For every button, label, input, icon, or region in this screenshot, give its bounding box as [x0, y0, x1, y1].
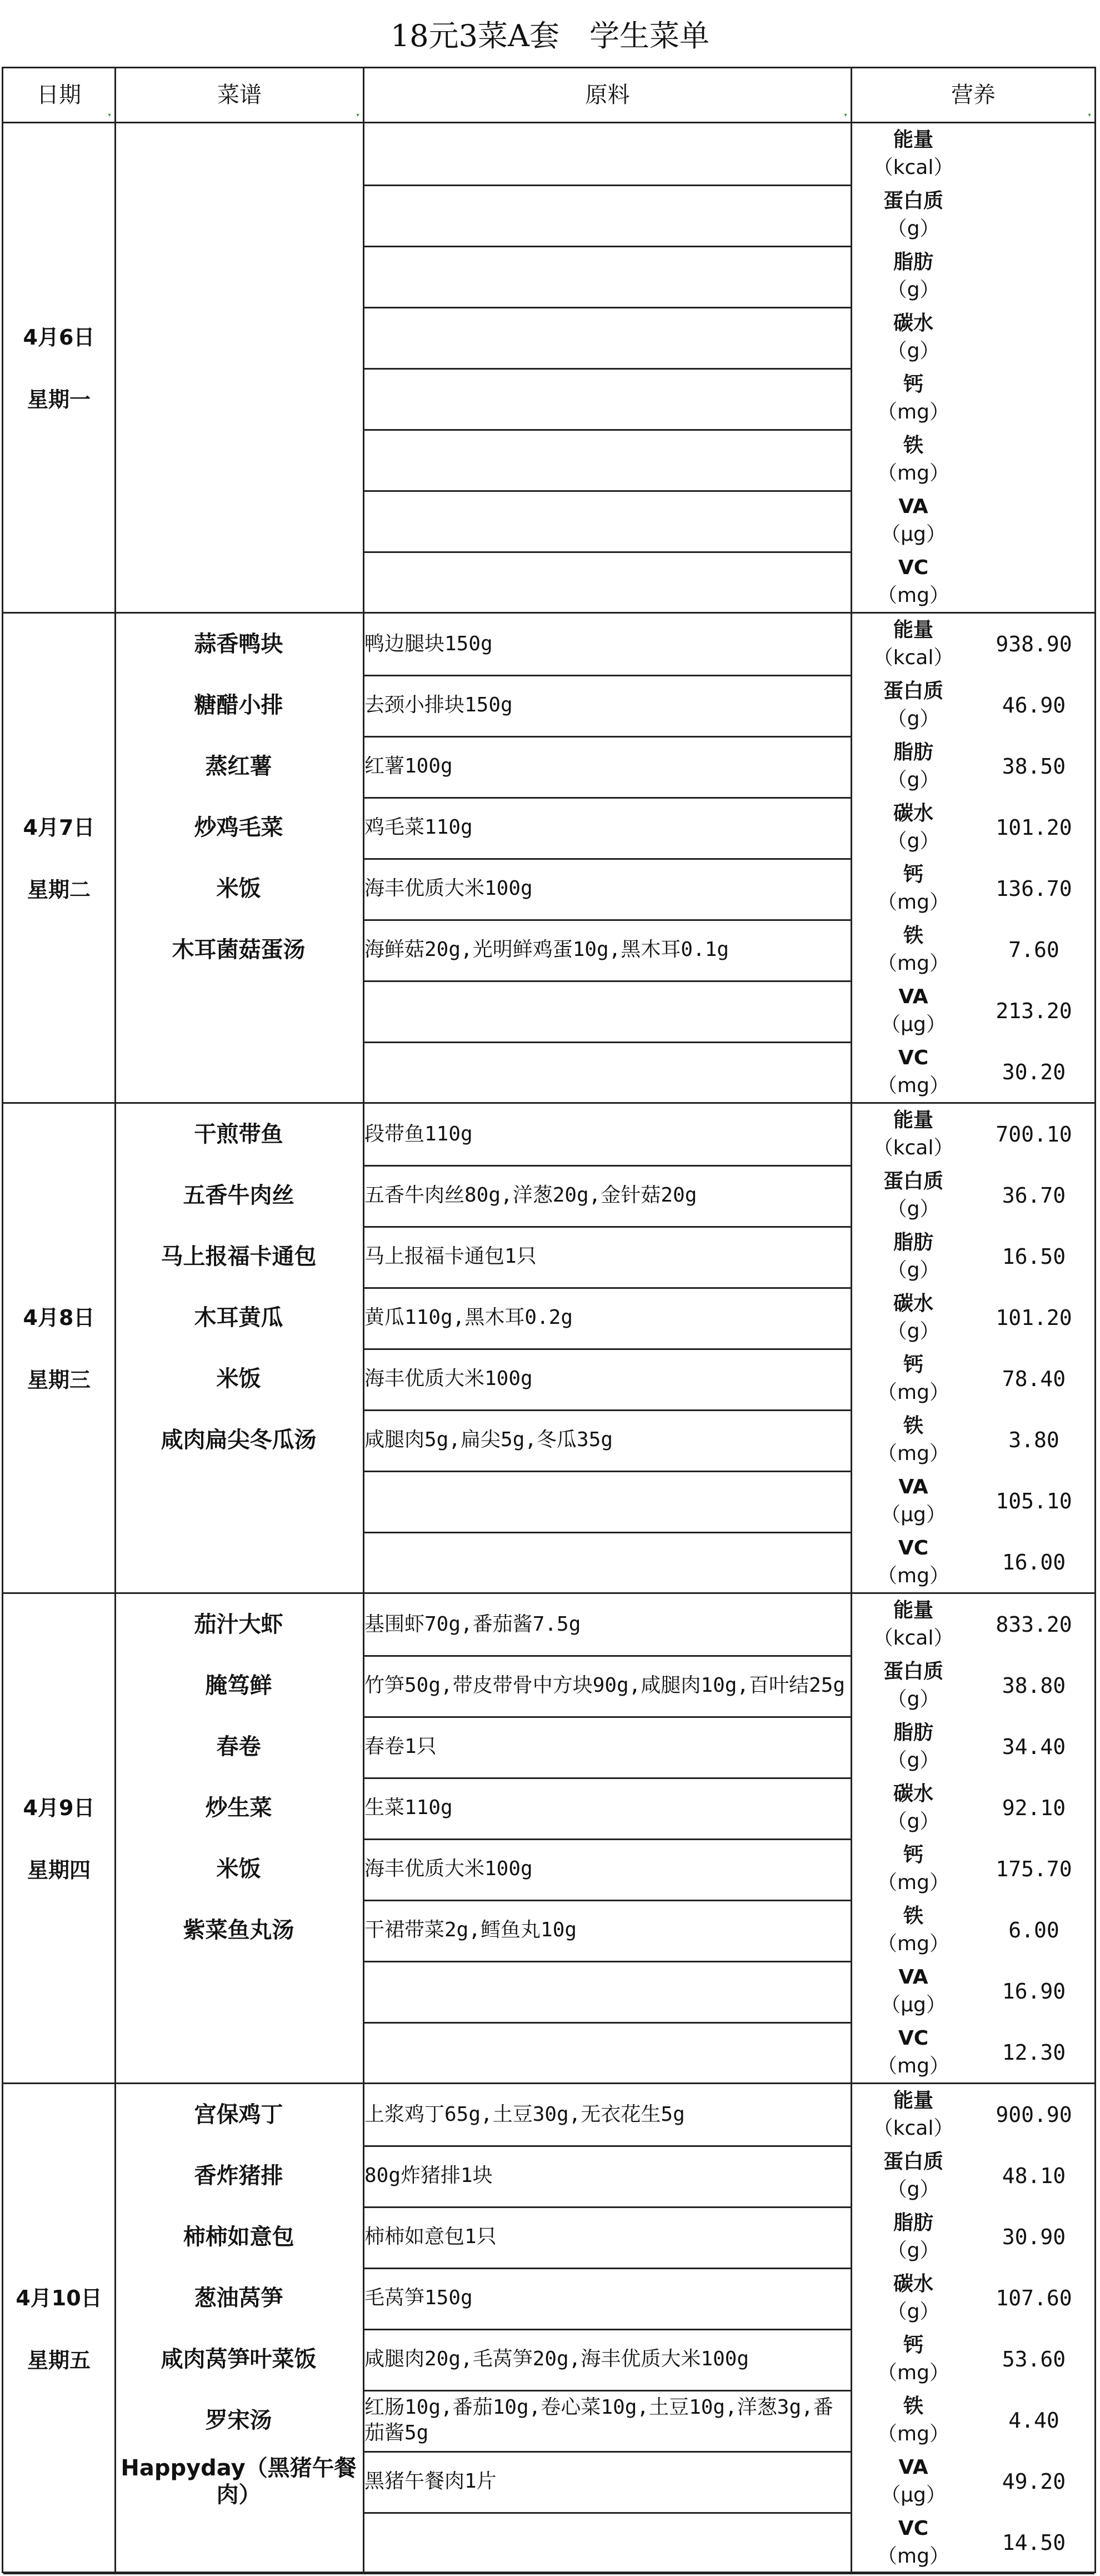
nutrient-value: 78.40: [1002, 1367, 1066, 1391]
nutrient-value: 7.60: [1008, 938, 1059, 962]
dish-name: [116, 2512, 361, 2573]
nutrient-unit: （mg）: [877, 2545, 949, 2568]
nutrient-unit: （g）: [887, 2239, 940, 2262]
nutrient-value: 6.00: [1008, 1918, 1059, 1942]
dish-name: 木耳黄瓜: [194, 1305, 283, 1331]
ingredient-cell: [364, 1042, 848, 1103]
nutrient-name: 能量: [893, 619, 933, 641]
nutrient-name: 铁: [903, 924, 923, 947]
nutrient-value: 16.90: [1002, 1979, 1066, 2004]
ingredient-cell: 竹笋50g,带皮带骨中方块90g,咸腿肉10g,百叶结25g: [364, 1674, 846, 1697]
nutrient-label: [852, 1107, 974, 1162]
dish-name: Happyday（黑猪午餐肉）: [121, 2455, 357, 2508]
dish-name: 咸肉莴笋叶菜饭: [161, 2346, 317, 2372]
nutrient-name: 蛋白质: [883, 2150, 943, 2173]
ingredient-cell: 春卷1只: [364, 1735, 437, 1758]
day-block: [3, 614, 1094, 1104]
nutrient-name: VA: [898, 2456, 928, 2479]
nutrient-value: 107.60: [996, 2286, 1072, 2310]
nutrient-unit: （g）: [887, 707, 940, 730]
ingredient-cell: [364, 1532, 848, 1593]
nutrient-name: VA: [898, 495, 928, 518]
dish-name: [116, 123, 361, 185]
nutrient-name: 能量: [893, 1109, 933, 1132]
column-divider: [363, 68, 364, 2572]
day-block: [3, 123, 1094, 614]
nutrient-value: 101.20: [996, 815, 1072, 840]
dish-name: 春卷: [216, 1734, 261, 1760]
dish-name: 蒜香鸭块: [194, 631, 283, 657]
header-ingredients[interactable]: [364, 68, 851, 122]
day-block: [3, 1594, 1094, 2084]
nutrient-name: VC: [898, 2517, 929, 2540]
nutrient-value: 30.90: [1002, 2225, 1066, 2249]
nutrient-unit: （g）: [887, 278, 940, 301]
nutrient-unit: （g）: [887, 1259, 940, 1282]
filter-dropdown-icon[interactable]: ▾: [844, 112, 847, 118]
nutrient-value: 36.70: [1002, 1183, 1066, 1208]
nutrient-value: 213.20: [996, 999, 1072, 1023]
filter-dropdown-icon[interactable]: ▾: [108, 112, 111, 118]
nutrient-unit: （mg）: [877, 2055, 949, 2077]
ingredient-cell: 基围虾70g,番茄酱7.5g: [364, 1613, 581, 1636]
nutrient-name: VC: [898, 2027, 929, 2050]
nutrient-label: [852, 616, 974, 672]
nutrient-name: 蛋白质: [883, 1170, 943, 1193]
dish-name: 香炸猪排: [194, 2163, 283, 2189]
nutrient-label: [852, 2148, 974, 2204]
ingredient-cell: 黄瓜110g,黑木耳0.2g: [364, 1306, 573, 1329]
dish-name: [116, 980, 361, 1042]
nutrient-label: [852, 983, 974, 1039]
nutrient-label: [852, 493, 974, 549]
nutrient-value: 105.10: [996, 1489, 1072, 1513]
nutrient-label: [852, 1351, 974, 1407]
ingredient-cell: 红薯100g: [364, 755, 453, 778]
table-header: [3, 68, 1094, 123]
dish-name: 茄汁大虾: [194, 1612, 283, 1637]
dish-name: 五香牛肉丝: [183, 1183, 294, 1208]
dish-name: 木耳菌菇蛋汤: [172, 937, 306, 963]
nutrient-value: 53.60: [1002, 2347, 1066, 2371]
ingredient-cell: 咸腿肉5g,扁尖5g,冬瓜35g: [364, 1428, 613, 1451]
nutrient-value: 900.90: [996, 2102, 1072, 2127]
ingredient-cell: 上浆鸡丁65g,土豆30g,无衣花生5g: [364, 2103, 685, 2126]
nutrient-unit: （μg）: [881, 1503, 946, 1526]
header-ingredients-label: 原料: [585, 82, 630, 108]
nutrient-label: [852, 1780, 974, 1836]
nutrient-name: 钙: [903, 373, 923, 396]
nutrient-unit: （kcal）: [873, 2117, 954, 2140]
nutrient-name: 碳水: [893, 312, 933, 335]
nutrient-name: 碳水: [893, 2273, 933, 2295]
header-dish-label: 菜谱: [217, 82, 262, 108]
day-weekday: 星期一: [27, 387, 91, 412]
ingredient-cell: 海丰优质大米100g: [364, 877, 533, 900]
page-title: 18元3菜A套 学生菜单: [390, 18, 710, 53]
nutrient-name: 能量: [893, 128, 933, 151]
nutrient-unit: （μg）: [881, 2484, 946, 2507]
nutrient-name: VA: [898, 985, 928, 1008]
nutrient-label: [852, 1229, 974, 1284]
nutrient-value: 938.90: [996, 632, 1072, 656]
nutrient-label: [852, 1902, 974, 1958]
nutrient-unit: （g）: [887, 830, 940, 853]
dish-name: [116, 490, 361, 551]
nutrient-value: 38.50: [1002, 754, 1066, 779]
nutrient-name: 钙: [903, 2334, 923, 2356]
ingredient-cell: 干裙带菜2g,鳕鱼丸10g: [364, 1919, 577, 1941]
dish-name: [116, 1471, 361, 1532]
nutrient-label: [852, 861, 974, 916]
nutrient-value: 833.20: [996, 1612, 1072, 1637]
dish-name: 干煎带鱼: [194, 1122, 283, 1147]
dish-name: 紫菜鱼丸汤: [183, 1917, 294, 1943]
nutrient-value: 16.00: [1002, 1550, 1066, 1575]
nutrient-name: 铁: [903, 2395, 923, 2418]
nutrient-value: 34.40: [1002, 1735, 1066, 1759]
dish-name: 马上报福卡通包: [161, 1244, 317, 1269]
nutrient-unit: （g）: [887, 1198, 940, 1220]
ingredient-cell: [364, 246, 848, 307]
nutrient-name: 铁: [903, 1414, 923, 1437]
day-weekday: 星期五: [27, 2348, 91, 2373]
ingredient-cell: 80g炸猪排1块: [364, 2164, 493, 2187]
header-nutrition-label: 营养: [951, 82, 996, 108]
nutrient-unit: （mg）: [877, 2423, 949, 2445]
nutrient-value: 46.90: [1002, 693, 1066, 718]
ingredient-cell: [364, 2022, 848, 2083]
dish-name: [116, 429, 361, 490]
nutrient-unit: （g）: [887, 2300, 940, 2323]
nutrient-value: 16.50: [1002, 1244, 1066, 1269]
ingredient-cell: 海鲜菇20g,光明鲜鸡蛋10g,黑木耳0.1g: [364, 938, 729, 961]
dish-name: [116, 551, 361, 612]
nutrient-label: [852, 677, 974, 733]
dish-name: 柿柿如意包: [183, 2224, 294, 2250]
nutrient-label: [852, 1964, 974, 2019]
ingredient-cell: 海丰优质大米100g: [364, 1367, 533, 1390]
nutrient-unit: （g）: [887, 1749, 940, 1772]
nutrient-name: 蛋白质: [883, 1660, 943, 1683]
nutrient-unit: （mg）: [877, 584, 949, 607]
ingredient-cell: 海丰优质大米100g: [364, 1857, 533, 1880]
day-weekday: 星期四: [27, 1858, 91, 1882]
dish-name: [116, 1532, 361, 1593]
nutrient-name: 脂肪: [893, 2211, 933, 2234]
day-weekday: 星期二: [27, 878, 91, 902]
ingredient-cell: [364, 429, 848, 490]
dish-name: 炒生菜: [205, 1795, 272, 1821]
day-date: 4月9日: [23, 1796, 95, 1820]
day-block: [3, 2084, 1094, 2574]
dish-name: [116, 1961, 361, 2022]
nutrient-label: [852, 1534, 974, 1590]
ingredient-cell: 鸭边腿块150g: [364, 632, 493, 655]
nutrient-name: 铁: [903, 1905, 923, 1927]
nutrient-label: [852, 1168, 974, 1223]
ingredient-cell: 去颈小排块150g: [364, 694, 513, 716]
nutrient-label: [852, 310, 974, 365]
nutrient-unit: （mg）: [877, 1932, 949, 1955]
dish-name: 米饭: [216, 1366, 261, 1392]
nutrient-unit: （kcal）: [873, 1627, 954, 1650]
nutrient-label: [852, 1841, 974, 1897]
nutrient-unit: （mg）: [877, 1381, 949, 1404]
nutrient-label: [852, 187, 974, 243]
nutrient-value: 92.10: [1002, 1796, 1066, 1820]
nutrient-unit: （mg）: [877, 1871, 949, 1894]
column-divider: [114, 68, 116, 2572]
ingredient-cell: [364, 307, 848, 368]
nutrient-value: 48.10: [1002, 2164, 1066, 2188]
nutrient-value: 101.20: [996, 1306, 1072, 1330]
nutrient-value: 136.70: [996, 876, 1072, 901]
nutrient-name: 钙: [903, 1843, 923, 1866]
filter-dropdown-icon[interactable]: ▾: [1088, 112, 1091, 118]
nutrient-unit: （mg）: [877, 891, 949, 914]
nutrient-unit: （mg）: [877, 462, 949, 485]
day-weekday: 星期三: [27, 1368, 91, 1392]
nutrient-name: 脂肪: [893, 741, 933, 764]
day-date: 4月10日: [16, 2286, 102, 2310]
nutrient-name: 能量: [893, 1599, 933, 1622]
ingredient-cell: 五香牛肉丝80g,洋葱20g,金针菇20g: [364, 1184, 697, 1207]
ingredient-cell: 咸腿肉20g,毛莴笋20g,海丰优质大米100g: [364, 2348, 749, 2370]
nutrient-label: [852, 1412, 974, 1468]
dish-name: 罗宋汤: [205, 2408, 272, 2433]
ingredient-cell: 段带鱼110g: [364, 1123, 473, 1145]
nutrient-unit: （g）: [887, 1810, 940, 1833]
nutrient-label: [852, 2025, 974, 2080]
ingredient-cell: 柿柿如意包1只: [364, 2225, 497, 2248]
ingredient-cell: 毛莴笋150g: [364, 2286, 473, 2309]
nutrient-label: [852, 1044, 974, 1100]
day-date: 4月6日: [23, 325, 95, 350]
dish-name: 咸肉扁尖冬瓜汤: [161, 1427, 317, 1453]
nutrient-name: VC: [898, 1047, 929, 1069]
dish-name: [116, 1042, 361, 1103]
nutrient-unit: （μg）: [881, 523, 946, 546]
nutrient-name: 蛋白质: [883, 680, 943, 702]
nutrient-name: 钙: [903, 1353, 923, 1376]
nutrient-label: [852, 2209, 974, 2265]
nutrient-label: [852, 2331, 974, 2387]
ingredient-cell: [364, 368, 848, 429]
nutrient-unit: （kcal）: [873, 1137, 954, 1159]
header-date[interactable]: [3, 68, 114, 122]
dish-name: 腌笃鲜: [205, 1673, 272, 1698]
nutrient-unit: （g）: [887, 2178, 940, 2201]
ingredient-cell: 马上报福卡通包1只: [364, 1245, 537, 1268]
nutrient-label: [852, 371, 974, 426]
nutrient-label: [852, 2393, 974, 2448]
dish-name: 蒸红薯: [205, 754, 272, 779]
header-date-label: 日期: [37, 82, 81, 108]
nutrient-name: VA: [898, 1966, 928, 1989]
nutrient-label: [852, 248, 974, 304]
nutrient-unit: （mg）: [877, 1564, 949, 1587]
nutrient-unit: （mg）: [877, 401, 949, 423]
nutrient-unit: （μg）: [881, 1013, 946, 1036]
nutrient-value: 14.50: [1002, 2530, 1066, 2555]
nutrient-unit: （kcal）: [873, 646, 954, 669]
nutrient-name: 脂肪: [893, 251, 933, 273]
nutrient-label: [852, 800, 974, 855]
day-date: 4月8日: [23, 1306, 95, 1330]
nutrient-value: 38.80: [1002, 1673, 1066, 1698]
ingredient-cell: 黑猪午餐肉1片: [364, 2470, 497, 2493]
nutrient-label: [852, 1597, 974, 1652]
nutrient-value: 700.10: [996, 1122, 1072, 1147]
nutrient-label: [852, 1473, 974, 1529]
nutrient-name: 蛋白质: [883, 190, 943, 212]
ingredient-cell: [364, 1471, 848, 1532]
nutrient-label: [852, 2270, 974, 2326]
nutrient-name: VC: [898, 556, 929, 579]
ingredient-cell: [364, 2512, 848, 2573]
ingredient-cell: [364, 490, 848, 551]
ingredient-cell: 红肠10g,番茄10g,卷心菜10g,土豆10g,洋葱3g,番茄酱5g: [364, 2396, 833, 2444]
nutrient-value: 49.20: [1002, 2469, 1066, 2494]
dish-name: 米饭: [216, 1856, 261, 1882]
nutrient-unit: （mg）: [877, 952, 949, 975]
day-date: 4月7日: [23, 815, 95, 840]
dish-name: 宫保鸡丁: [194, 2102, 283, 2127]
ingredient-cell: [364, 1961, 848, 2022]
header-dish[interactable]: [116, 68, 363, 122]
nutrient-label: [852, 739, 974, 794]
nutrient-value: 12.30: [1002, 2040, 1066, 2065]
dish-name: [116, 368, 361, 429]
nutrient-name: 钙: [903, 863, 923, 886]
ingredient-cell: 鸡毛菜110g: [364, 816, 473, 839]
ingredient-cell: [364, 980, 848, 1042]
dish-name: 糖醋小排: [194, 692, 283, 718]
dish-name: [116, 185, 361, 246]
nutrient-label: [852, 554, 974, 610]
dish-name: [116, 2022, 361, 2083]
nutrient-unit: （g）: [887, 340, 940, 362]
nutrient-unit: （g）: [887, 1320, 940, 1343]
nutrient-name: 碳水: [893, 802, 933, 825]
nutrient-unit: （g）: [887, 217, 940, 240]
day-block: [3, 1104, 1094, 1594]
nutrient-unit: （g）: [887, 769, 940, 791]
nutrient-unit: （μg）: [881, 1994, 946, 2016]
nutrient-name: 铁: [903, 434, 923, 457]
nutrient-name: 碳水: [893, 1292, 933, 1315]
nutrient-label: [852, 126, 974, 182]
nutrient-label: [852, 2515, 974, 2570]
nutrient-name: 脂肪: [893, 1721, 933, 1744]
nutrient-unit: （mg）: [877, 1442, 949, 1465]
nutrient-unit: （mg）: [877, 2361, 949, 2384]
nutrient-name: VC: [898, 1537, 929, 1559]
dish-name: 葱油莴笋: [194, 2285, 283, 2311]
dish-name: [116, 307, 361, 368]
nutrient-value: 3.80: [1008, 1428, 1059, 1452]
nutrient-label: [852, 2087, 974, 2142]
header-nutrition[interactable]: [852, 68, 1094, 122]
nutrient-label: [852, 922, 974, 978]
nutrient-name: 脂肪: [893, 1231, 933, 1254]
nutrient-name: 碳水: [893, 1782, 933, 1805]
nutrient-value: 30.20: [1002, 1060, 1066, 1084]
filter-dropdown-icon[interactable]: ▾: [356, 112, 359, 118]
nutrient-label: [852, 1719, 974, 1775]
nutrient-name: 能量: [893, 2089, 933, 2112]
nutrient-label: [852, 1658, 974, 1713]
nutrient-label: [852, 1290, 974, 1346]
dish-name: [116, 246, 361, 307]
nutrient-unit: （mg）: [877, 1074, 949, 1097]
ingredient-cell: [364, 123, 848, 185]
ingredient-cell: [364, 185, 848, 246]
dish-name: 炒鸡毛菜: [194, 815, 283, 840]
nutrient-name: VA: [898, 1476, 928, 1498]
menu-table: [2, 67, 1096, 2573]
nutrient-value: 4.40: [1008, 2408, 1059, 2433]
column-divider: [851, 68, 852, 2572]
nutrient-label: [852, 2454, 974, 2509]
nutrient-unit: （kcal）: [873, 156, 954, 179]
ingredient-cell: [364, 551, 848, 612]
nutrient-label: [852, 432, 974, 487]
ingredient-cell: 生菜110g: [364, 1796, 453, 1819]
nutrient-unit: （g）: [887, 1688, 940, 1711]
nutrient-value: 175.70: [996, 1857, 1072, 1881]
dish-name: 米饭: [216, 876, 261, 901]
